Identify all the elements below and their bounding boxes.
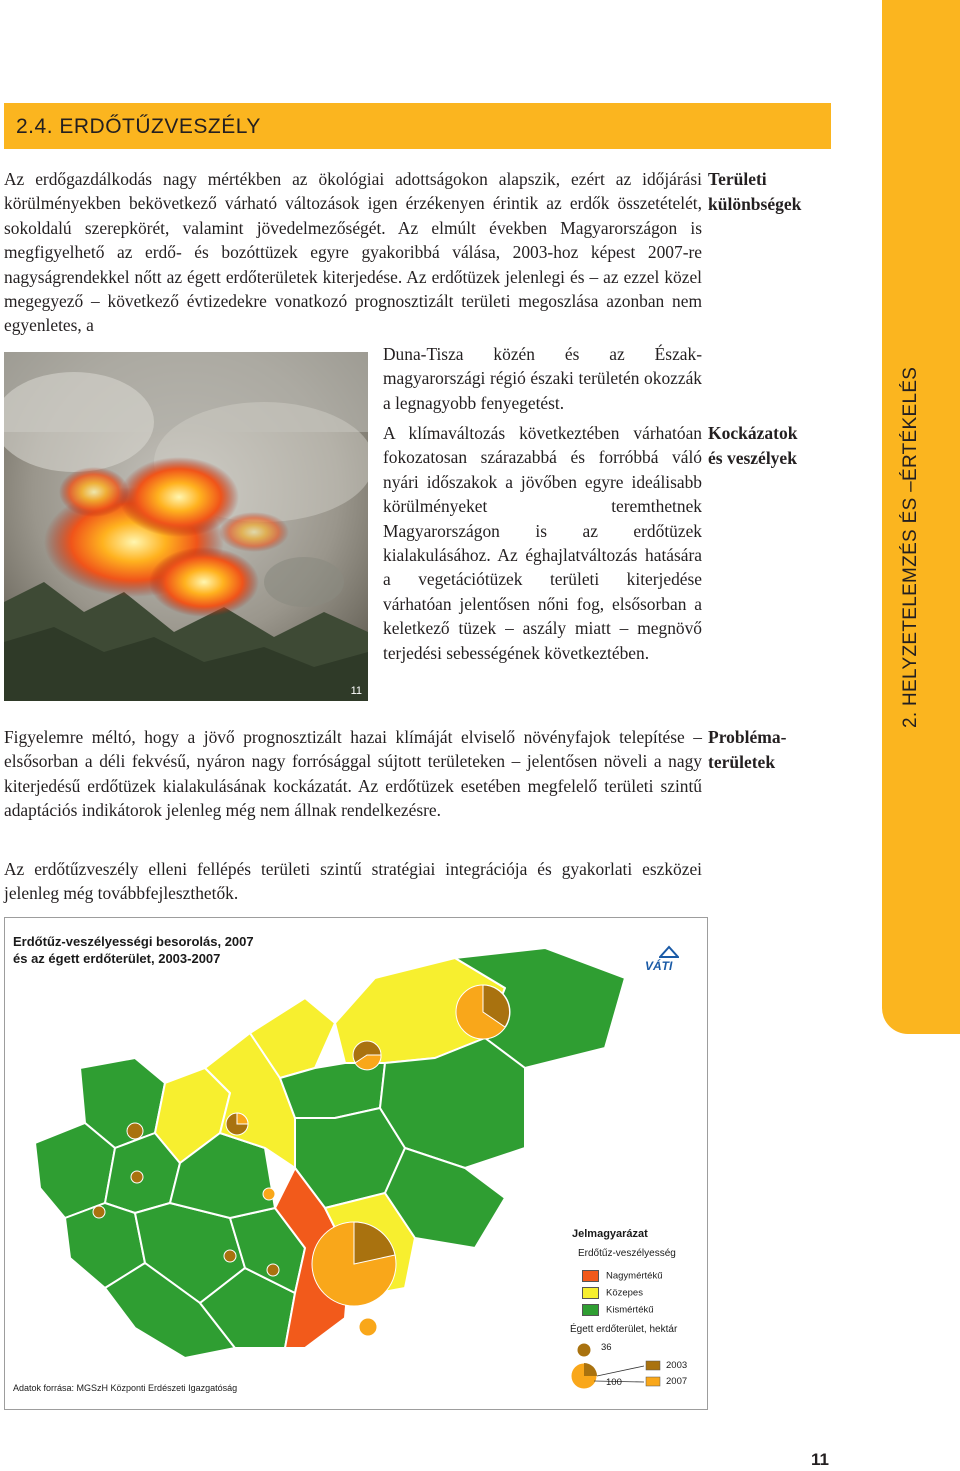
legend-size-small: 36: [601, 1342, 612, 1353]
map-title-line-1: Erdőtűz-veszélyességi besorolás, 2007: [13, 934, 254, 949]
legend-title: Jelmagyarázat: [572, 1228, 648, 1240]
legend-swatch-high: [582, 1270, 599, 1282]
legend-label-high: Nagymértékű: [606, 1270, 663, 1282]
legend-year-2007: 2007: [666, 1376, 688, 1387]
map-legend: [564, 1218, 704, 1393]
legend-item-high: [582, 1270, 663, 1282]
paragraph-plant-species: Figyelemre méltó, hogy a jövő prognosztizált hazai klímáját elviselő növényfajok telepítése – elsősorban a déli fekvésű, nyáron nagy forrósággal sújtott területeken – jelentősen növeli a nagy kiterjedésű erdőtüzek kialakulásának kockázatát. Az erdőtüzek esetében megfelelő területi szintű adaptációs indikátorok jelenleg még nem állnak rendelkezésre.: [4, 727, 702, 821]
legend-year-2003: 2003: [666, 1360, 688, 1371]
margin-label-regional-differences: Területi különbségek: [708, 169, 802, 214]
section-title: 2.4. ERDŐTŰZVESZÉLY: [16, 115, 261, 138]
paragraph-strategy: Az erdőtűzveszély elleni fellépés területi szintű stratégiai integrációja és gyakorlati eszközei jelenleg még továbbfejleszthetők.: [4, 859, 702, 904]
paragraph-intro-continued: Duna-Tisza közén és az Észak-magyarországi régió északi területén okozzák a legnagyobb fenyegetést.: [383, 344, 702, 413]
legend-swatch-low: [582, 1304, 599, 1316]
legend-size-large: 100: [606, 1377, 622, 1388]
margin-label-risks: Kockázatok és veszélyek: [708, 423, 798, 468]
legend-subtitle-burned: Égett erdőterület, hektár: [570, 1324, 678, 1335]
photo-number: 11: [350, 685, 362, 697]
legend-subtitle-risk: Erdőtűz-veszélyesség: [578, 1248, 676, 1259]
section-heading-bar: [4, 103, 831, 149]
page-number: 11: [811, 1450, 829, 1469]
map-data-source: Adatok forrása: MGSzH Központi Erdészeti Igazgatóság: [13, 1383, 238, 1393]
legend-swatch-medium: [582, 1287, 599, 1299]
vati-logo-text: VÁTI: [645, 959, 673, 973]
forest-fire-risk-map: [4, 917, 708, 1410]
forest-fire-photo: [4, 352, 368, 701]
legend-label-low: Kismértékű: [606, 1304, 654, 1316]
margin-label-problem-areas: Probléma- területek: [708, 727, 787, 772]
legend-item-low: [582, 1304, 654, 1316]
legend-item-medium: [582, 1287, 643, 1299]
paragraph-intro: Az erdőgazdálkodás nagy mértékben az ökológiai adottságokon alapszik, ezért az időjárási körülményekben bekövetkező várható változások igen érzékenyen érintik az erdők összetételét, sokoldalú szerepkörét, valamint jövedelmezőségét. Az elmúlt években Magyarországon is megfigyelhető az erdő- és bozóttüzek egyre gyakoribbá válása, 2003-hoz képest 2007-re nagyságrendekkel nőtt az égett erdőterületek kiterjedése. Az erdőtüzek jelenlegi és – az ezzel közel megegyező – következő évtizedekre vonatkozó prognosztizált területi megoszlása azonban nem egyenletes, a: [4, 169, 702, 336]
paragraph-climate-change: A klímaváltozás következtében várhatóan fokozatosan szárazabbá és forróbbá váló nyári időszakok a jövőben egyre ideálisabb körülményeket teremthetnek Magyarországon is az erdőtüzek kialakulásához. Az éghajlatváltozás hatására a vegetációtüzek területi kiterjedése várhatóan jelentősen nőni fog, elsősorban a keletkező tüzek – aszály miatt – megnövő terjedési sebességének következtében.: [383, 423, 702, 663]
map-title-line-2: és az égett erdőterület, 2003-2007: [13, 951, 221, 966]
chapter-side-tab-label: 2. HELYZETELEMZÉS ÉS –ÉRTÉKELÉS: [900, 366, 921, 728]
legend-label-medium: Közepes: [606, 1287, 643, 1299]
